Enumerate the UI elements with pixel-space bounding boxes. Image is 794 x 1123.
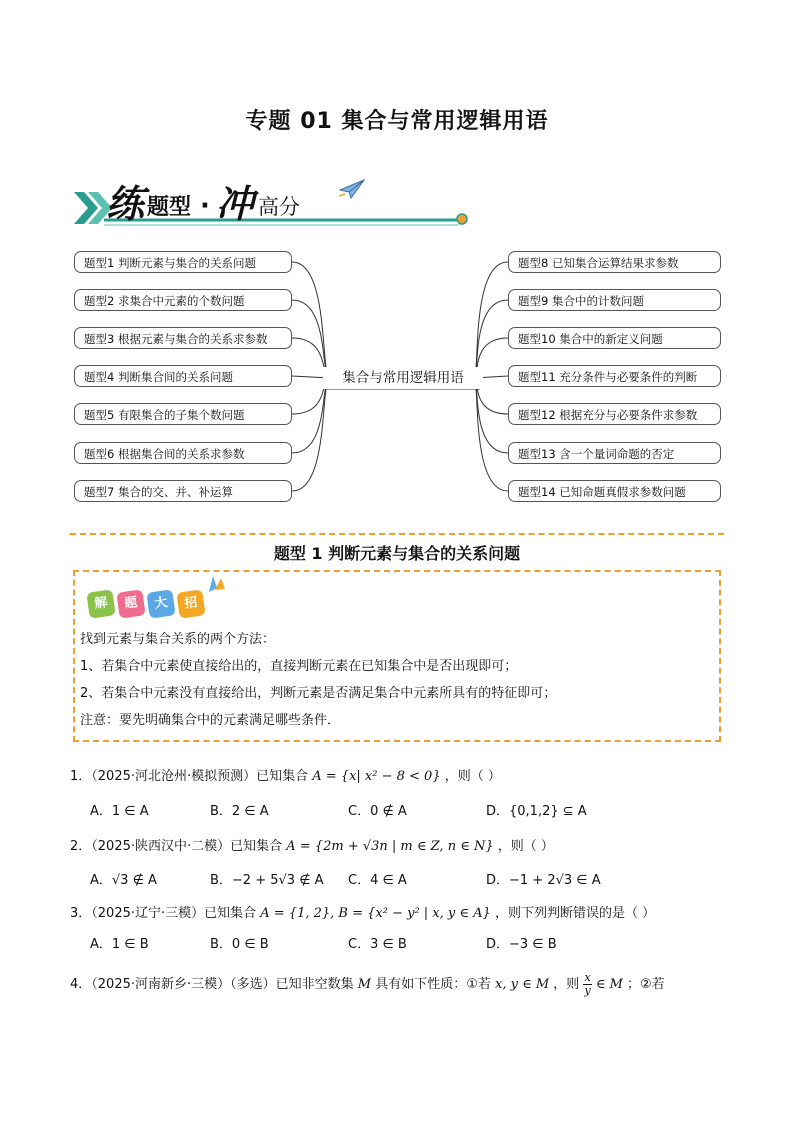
- mindmap-node-type4[interactable]: 题型4 判断集合间的关系问题: [74, 365, 292, 387]
- banner-word-types: 题型: [147, 195, 192, 220]
- paper-plane-icon: [339, 178, 365, 200]
- tip-line-1: 找到元素与集合关系的两个方法：: [80, 632, 276, 647]
- mindmap-center: 集合与常用逻辑用语: [323, 367, 483, 389]
- question-1-option-c[interactable]: C．0 ∉ A: [348, 804, 407, 819]
- banner-word-high-score: 高分: [257, 195, 300, 219]
- question-4-fraction: [583, 972, 591, 997]
- mindmap-node-type11[interactable]: 题型11 充分条件与必要条件的判断: [508, 365, 721, 387]
- banner-char-practice: 练: [106, 181, 145, 226]
- mindmap-node-type1[interactable]: 题型1 判断元素与集合的关系问题: [74, 251, 292, 273]
- question-2-set: A = {2m + √3n | m ∈ Z, n ∈ N}: [286, 839, 494, 854]
- badge-da: 大: [146, 589, 175, 618]
- badge-jie: 解: [86, 589, 115, 618]
- banner-title: [106, 176, 304, 226]
- mindmap-node-type6[interactable]: 题型6 根据集合间的关系求参数: [74, 442, 292, 464]
- mindmap-node-type14[interactable]: 题型14 已知命题真假求参数问题: [508, 480, 721, 502]
- question-4-set-var: M: [357, 977, 372, 992]
- page-title: 专题 01 集合与常用逻辑用语: [245, 109, 549, 134]
- question-1-prefix: 1．（2025·河北沧州·模拟预测）已知集合: [70, 769, 309, 784]
- question-2-option-a[interactable]: A．√3 ∉ A: [90, 873, 157, 888]
- question-3-suffix: ，则下列判断错误的是（ ）: [494, 906, 656, 921]
- question-4: [70, 972, 665, 997]
- question-1: [70, 767, 501, 787]
- question-4-then: ，则: [553, 977, 580, 992]
- section-divider: [70, 533, 724, 535]
- question-1-set: A = {x| x² − 8 < 0}: [312, 769, 441, 784]
- banner-char-rush: 冲: [215, 181, 254, 226]
- banner-endcap-dot: [457, 214, 467, 224]
- question-1-option-d[interactable]: D．{0,1,2} ⊆ A: [486, 804, 587, 819]
- question-3-option-c[interactable]: C．3 ∈ B: [348, 937, 407, 952]
- mindmap-node-type5[interactable]: 题型5 有限集合的子集个数问题: [74, 403, 292, 425]
- question-3-option-d[interactable]: D．−3 ∈ B: [486, 937, 557, 952]
- question-1-option-a[interactable]: A．1 ∈ A: [90, 804, 149, 819]
- question-3-option-a[interactable]: A．1 ∈ B: [90, 937, 149, 952]
- question-1-suffix: ，则（ ）: [444, 769, 501, 784]
- flag-decoration-icon: [205, 574, 229, 594]
- question-2-option-c[interactable]: C．4 ∈ A: [348, 873, 407, 888]
- badge-zhao: 招: [176, 589, 205, 618]
- tip-line-3: 2、若集合中元素没有直接给出，判断元素是否满足集合中元素所具有的特征即可；: [80, 686, 557, 701]
- question-1-option-b[interactable]: B．2 ∈ A: [210, 804, 269, 819]
- question-4-fraction-den: y: [584, 984, 591, 997]
- tip-line-2: 1、若集合中元素使直接给出的，直接判断元素在已知集合中是否出现即可；: [80, 659, 518, 674]
- question-2-suffix: ，则（ ）: [497, 839, 554, 854]
- mindmap-node-type8[interactable]: 题型8 已知集合运算结果求参数: [508, 251, 721, 273]
- question-2-option-b[interactable]: B．−2 + 5√3 ∉ A: [210, 873, 324, 888]
- question-4-mid: 具有如下性质：①若: [375, 977, 491, 992]
- mindmap-node-type3[interactable]: 题型3 根据元素与集合的关系求参数: [74, 327, 292, 349]
- mindmap-node-type13[interactable]: 题型13 含一个量词命题的否定: [508, 442, 721, 464]
- banner-dot: ·: [200, 191, 210, 221]
- question-2-option-d[interactable]: D．−1 + 2√3 ∈ A: [486, 873, 601, 888]
- mindmap-node-type2[interactable]: 题型2 求集合中元素的个数问题: [74, 289, 292, 311]
- question-3-option-b[interactable]: B．0 ∈ B: [210, 937, 269, 952]
- question-4-cond: x, y ∈ M: [495, 977, 550, 992]
- question-4-tail: ；②若: [627, 977, 665, 992]
- mindmap-node-type10[interactable]: 题型10 集合中的新定义问题: [508, 327, 721, 349]
- question-4-prefix: 4．（2025·河南新乡·三模）（多选）已知非空数集: [70, 977, 354, 992]
- mindmap-node-type9[interactable]: 题型9 集合中的计数问题: [508, 289, 721, 311]
- badge-ti: 题: [116, 589, 145, 618]
- question-3: [70, 904, 655, 924]
- question-2: [70, 837, 554, 857]
- mindmap-node-type12[interactable]: 题型12 根据充分与必要条件求参数: [508, 403, 721, 425]
- tip-line-4: 注意：要先明确集合中的元素满足哪些条件．: [80, 713, 341, 728]
- question-2-prefix: 2．（2025·陕西汉中·二模）已知集合: [70, 839, 283, 854]
- question-4-frac-tail: ∈ M: [595, 977, 623, 992]
- mindmap-node-type7[interactable]: 题型7 集合的交、并、补运算: [74, 480, 292, 502]
- question-3-set: A = {1, 2}, B = {x² − y² | x, y ∈ A}: [260, 906, 491, 921]
- question-4-fraction-num: x: [584, 971, 591, 984]
- section-title: 题型 1 判断元素与集合的关系问题: [273, 544, 521, 563]
- question-3-prefix: 3．（2025·辽宁·三模）已知集合: [70, 906, 257, 921]
